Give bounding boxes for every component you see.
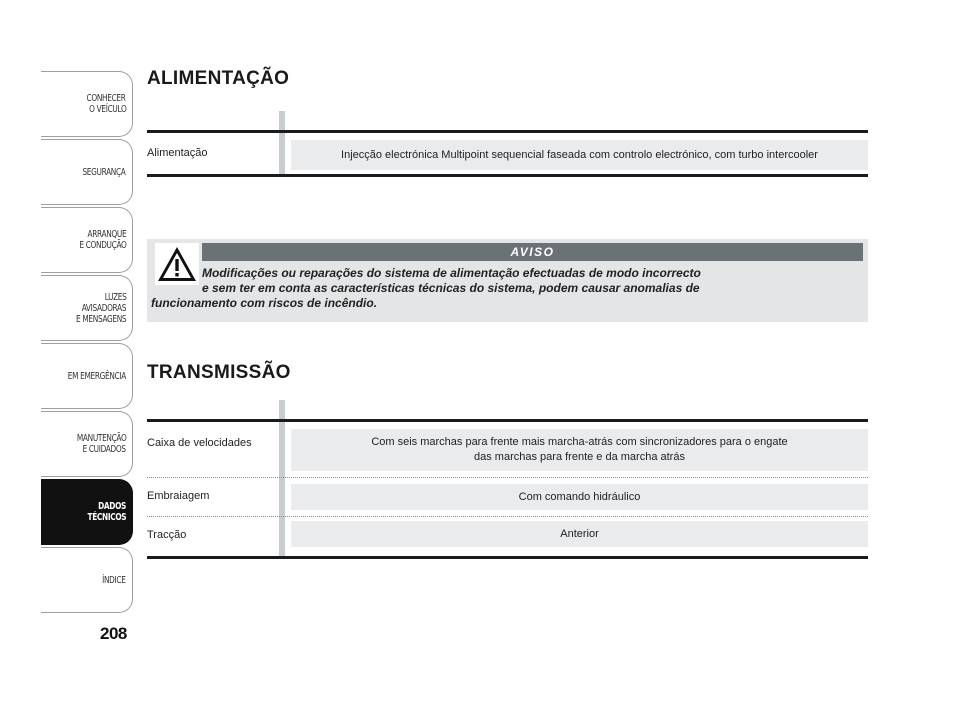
- section-heading-alimentacao: ALIMENTAÇÃO: [147, 68, 290, 89]
- row-label: Caixa de velocidades: [147, 437, 252, 449]
- row-label: Embraiagem: [147, 490, 210, 502]
- row-divider: [147, 516, 868, 517]
- warning-line: e sem ter em conta as características técnicas do sistema, podem causar anomalias de: [202, 281, 700, 295]
- row-value: [291, 429, 868, 471]
- row-value: [291, 140, 868, 170]
- warning-box: [147, 239, 868, 322]
- tab-label: EM EMERGÊNCIA: [67, 370, 126, 382]
- tab-label: CONHECER: [86, 93, 126, 104]
- row-value-text: Injecção electrónica Multipoint sequencial faseada com controlo electrónico, com turbo intercooler: [341, 148, 818, 161]
- row-value-text: Anterior: [560, 527, 599, 540]
- section-heading-transmissao: TRANSMISSÃO: [147, 362, 291, 383]
- row-value-text: das marchas para frente e da marcha atrás: [474, 451, 685, 463]
- tab-label: E CUIDADOS: [82, 444, 126, 455]
- tab-seguranca[interactable]: [41, 139, 133, 205]
- tab-indice[interactable]: [41, 547, 133, 613]
- tab-label: TÉCNICOS: [87, 512, 126, 523]
- warning-line: funcionamento com riscos de incêndio.: [151, 296, 378, 310]
- tab-label: SEGURANÇA: [82, 166, 126, 178]
- table-bottom-rule: [147, 174, 868, 177]
- table-top-rule: [147, 130, 868, 133]
- tab-label: ÍNDICE: [102, 574, 126, 586]
- tab-manutencao-e-cuidados[interactable]: [41, 411, 133, 477]
- row-label: Tracção: [147, 529, 187, 541]
- row-value: [291, 521, 868, 547]
- table-top-rule: [147, 419, 868, 422]
- warning-icon-box: [155, 243, 199, 285]
- tab-label: LUZES: [104, 291, 126, 303]
- tab-label: MANUTENÇÃO: [76, 433, 126, 444]
- row-value-text: Com seis marchas para frente mais marcha-atrás com sincronizadores para o engate: [371, 436, 788, 448]
- tab-dados-tecnicos[interactable]: [41, 479, 133, 545]
- warning-text: [151, 266, 842, 311]
- row-value-text: Com comando hidráulico: [518, 490, 641, 503]
- row-divider: [147, 477, 868, 478]
- table-column-divider: [279, 400, 285, 558]
- tab-label: ARRANQUE: [87, 229, 126, 240]
- row-label: Alimentação: [147, 147, 208, 159]
- tab-em-emergencia[interactable]: [41, 343, 133, 409]
- tab-label: AVISADORAS: [81, 302, 126, 314]
- warning-triangle-icon: [155, 243, 199, 285]
- tab-conhecer-o-veiculo[interactable]: [41, 71, 133, 137]
- tab-label: O VEÍCULO: [88, 104, 126, 115]
- table-bottom-rule: [147, 556, 868, 559]
- tab-label: E MENSAGENS: [75, 313, 126, 325]
- warning-title: AVISO: [202, 243, 863, 261]
- page-number: 208: [100, 624, 127, 643]
- tab-label: E CONDUÇÃO: [78, 240, 126, 251]
- tab-arranque-e-conducao[interactable]: [41, 207, 133, 273]
- warning-line: Modificações ou reparações do sistema de alimentação efectuadas de modo incorrecto: [202, 266, 701, 280]
- tab-luzes-avisadoras[interactable]: [41, 275, 133, 341]
- chapter-sidebar: [41, 71, 133, 615]
- table-column-divider: [279, 111, 285, 175]
- row-value: [291, 484, 868, 510]
- tab-label: DADOS: [98, 501, 126, 512]
